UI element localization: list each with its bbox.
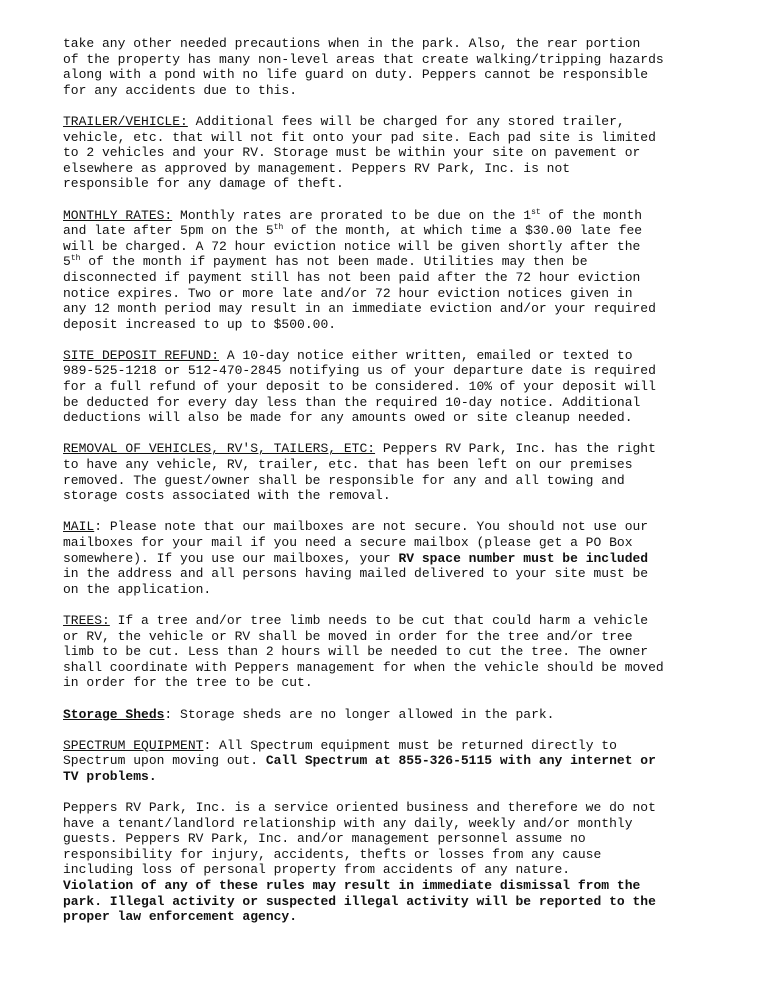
site-deposit-refund-section bbox=[63, 348, 725, 426]
precautions-text: take any other needed precautions when in the park. Also, the rear portion of the property has many non-level areas that create walking/tripping hazards along with a pond with no life guard on duty. Peppers cannot be responsible for any accidents due to this. bbox=[63, 36, 664, 98]
spectrum-call-notice: Call Spectrum at 855-326-5115 with any internet or TV problems. bbox=[63, 753, 656, 784]
storage-sheds-heading: Storage Sheds bbox=[63, 706, 165, 722]
monthly-rates-text-1: Monthly rates are prorated to be due on the 1 bbox=[172, 207, 532, 223]
trailer-vehicle-section bbox=[63, 114, 725, 192]
mail-heading: MAIL bbox=[63, 519, 95, 535]
mail-text-1: : Please note that our mailboxes are not secure. You should not use our mailboxes for your mail if you need a secure mailbox (please get a PO Box somewhere). If you use our mailboxes, your bbox=[63, 519, 649, 566]
trailer-vehicle-heading: TRAILER/VEHICLE: bbox=[63, 113, 188, 129]
business-disclaimer-section bbox=[63, 800, 725, 925]
ordinal-suffix: th bbox=[273, 223, 284, 233]
monthly-rates-text-4: of the month if payment has not been made. Utilities may then be disconnected if payment still has not been paid after the 72 hour eviction notice expires. Two or more late and/or 72 hour eviction notices given in any 12 month period may result in an immediate eviction and/or your required deposit increased to up to $500.00. bbox=[63, 254, 656, 332]
mail-bold-notice: RV space number must be included bbox=[398, 550, 649, 566]
trees-section bbox=[63, 613, 725, 691]
vehicle-removal-heading: REMOVAL OF VEHICLES, RV'S, TAILERS, ETC: bbox=[63, 441, 376, 457]
site-deposit-refund-text: A 10-day notice either written, emailed or texted to 989-525-1218 or 512-470-2845 notifying us of your departure date is required for a full refund of your deposit to be considered. 10% of your deposit will be deducted for every day less than the required 10-day notice. Additional deductions will also be made for any amounts owed or site cleanup needed. bbox=[63, 347, 656, 426]
mail-section bbox=[63, 519, 725, 597]
business-disclaimer-text: Peppers RV Park, Inc. is a service oriented business and therefore we do not have a tenant/landlord relationship with any daily, weekly and/or monthly guests. Peppers RV Park, Inc. and/or management personnel assume no responsibility for injury, accidents, thefts or losses from any cause including loss of personal property from accidents of any nature. bbox=[63, 800, 656, 878]
spectrum-equipment-heading: SPECTRUM EQUIPMENT bbox=[63, 737, 204, 753]
spectrum-equipment-section bbox=[63, 738, 725, 785]
trees-text: If a tree and/or tree limb needs to be cut that could harm a vehicle or RV, the vehicle or RV shall be moved in order for the tree and/or tree limb to be cut. Less than 2 hours will be needed to cut the tree. The owner shall coordinate with Peppers management for when the vehicle should be moved in order for the tree to be cut. bbox=[63, 612, 664, 691]
monthly-rates-heading: MONTHLY RATES: bbox=[63, 207, 173, 223]
ordinal-suffix: th bbox=[70, 254, 81, 264]
ordinal-suffix: st bbox=[531, 207, 541, 217]
vehicle-removal-section bbox=[63, 441, 725, 503]
monthly-rates-text-3: of the month, at which time a $30.00 late fee will be charged. A 72 hour eviction notice will be given shortly after the 5 bbox=[63, 223, 643, 270]
trees-heading: TREES: bbox=[63, 612, 110, 628]
precautions-paragraph bbox=[63, 36, 725, 98]
monthly-rates-section bbox=[63, 208, 725, 333]
violation-warning: Violation of any of these rules may result in immediate dismissal from the park. Illegal activity or suspected illegal activity will be reported to the proper law enforcement agency. bbox=[63, 878, 656, 925]
monthly-rates-text-2: of the month and late after 5pm on the 5 bbox=[63, 207, 643, 239]
mail-text-2: in the address and all persons having mailed delivered to your site must be on the application. bbox=[63, 566, 649, 597]
trailer-vehicle-text: Additional fees will be charged for any stored trailer, vehicle, etc. that will not fit onto your pad site. Each pad site is limited to 2 vehicles and your RV. Storage must be within your site on pavement or elsewhere as approved by management. Peppers RV Park, Inc. is not responsible for any damage of theft. bbox=[63, 113, 656, 192]
storage-sheds-section bbox=[63, 707, 725, 723]
vehicle-removal-text: Peppers RV Park, Inc. has the right to have any vehicle, RV, trailer, etc. that has been left on our premises removed. The guest/owner shall be responsible for any and all towing and storage costs associated with the removal. bbox=[63, 441, 656, 504]
site-deposit-refund-heading: SITE DEPOSIT REFUND: bbox=[63, 347, 220, 363]
storage-sheds-text: : Storage sheds are no longer allowed in the park. bbox=[164, 706, 555, 722]
spectrum-equipment-text: : All Spectrum equipment must be returned directly to Spectrum upon moving out. bbox=[63, 737, 617, 769]
